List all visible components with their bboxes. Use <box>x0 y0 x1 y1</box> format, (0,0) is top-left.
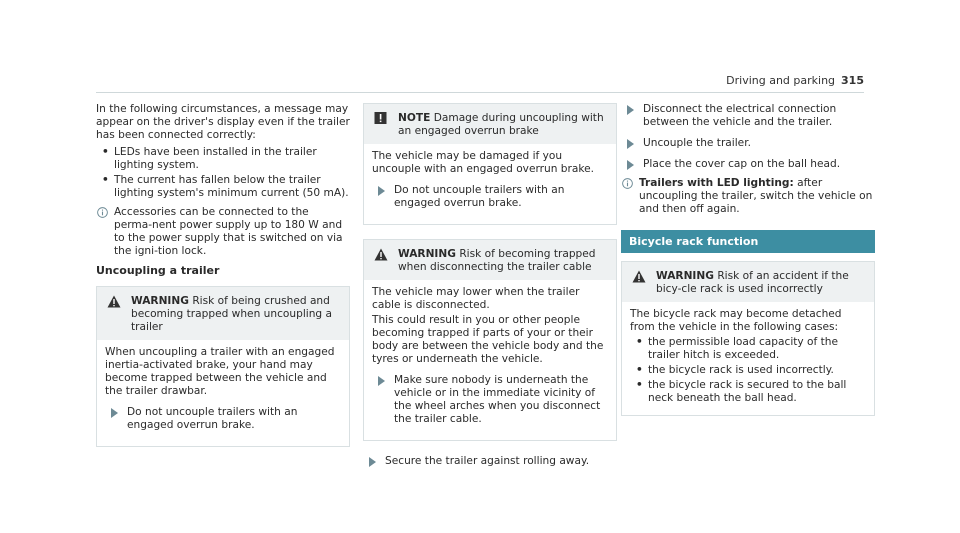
warning-body <box>364 280 616 440</box>
info-note <box>96 206 350 258</box>
warning-text: When uncoupling a trailer with an engaged inertia-activated brake, your hand may become trapped between the vehicle and the trailer drawbar. <box>105 346 335 397</box>
warning-title: Risk of being crushed and becoming trapped when uncoupling a trailer <box>131 295 333 333</box>
list-item: • The current has fallen below the trailer lighting system's minimum current (50 mA). <box>96 174 350 200</box>
warning-keyword: WARNING <box>656 270 714 282</box>
info-icon <box>97 207 108 218</box>
warning-box <box>621 261 875 416</box>
instruction-step <box>621 158 875 171</box>
list-item: • the permissible load capacity of the trailer hitch is exceeded. <box>630 336 866 362</box>
note-keyword: NOTE <box>398 112 431 124</box>
warning-body <box>97 340 349 446</box>
warning-text: The vehicle may lower when the trailer cable is disconnected. <box>372 286 580 311</box>
warning-title: Risk of an accident if the bicy-cle rack is used incorrectly <box>656 270 849 295</box>
info-text: Accessories can be connected to the perma-nent power supply up to 180 W and to the power supply that is switched on via the igni-tion lock. <box>114 206 343 257</box>
step-text: Uncouple the trailer. <box>643 137 751 149</box>
instruction-step <box>363 455 617 468</box>
warning-header <box>364 240 616 280</box>
step-arrow-icon <box>627 160 634 170</box>
note-exclamation-icon <box>374 112 388 125</box>
column-1 <box>96 103 350 461</box>
warning-header <box>97 287 349 340</box>
step-text: Make sure nobody is underneath the vehicle or in the immediate vicinity of the wheel arches when you disconnect the trailer cable. <box>394 374 601 425</box>
info-note <box>621 177 875 216</box>
section-title: Driving and parking <box>726 74 836 87</box>
warning-keyword: WARNING <box>131 295 189 307</box>
note-text: The vehicle may be damaged if you uncouple with an engaged overrun brake. <box>372 150 595 175</box>
warning-text: The bicycle rack may become detached from the vehicle in the following cases: <box>630 308 842 333</box>
step-text: Do not uncouple trailers with an engaged overrun brake. <box>127 406 298 431</box>
warning-box <box>96 286 350 447</box>
instruction-step <box>372 184 608 210</box>
section-bar: Bicycle rack function <box>621 230 875 253</box>
header-rule <box>96 92 864 93</box>
warning-title: Risk of becoming trapped when disconnecting the trailer cable <box>398 248 596 273</box>
warning-text: This could result in you or other people becoming trapped if parts of your or their body are between the vehicle body and the tyres or underneath the vehicle. <box>372 314 604 365</box>
bullet-list <box>630 336 866 405</box>
info-icon <box>622 178 633 189</box>
note-body <box>364 144 616 224</box>
list-item: • the bicycle rack is used incorrectly. <box>630 364 866 377</box>
warning-keyword: WARNING <box>398 248 456 260</box>
note-header <box>364 104 616 144</box>
instruction-step <box>105 406 341 432</box>
step-text: Place the cover cap on the ball head. <box>643 158 841 170</box>
note-box <box>363 103 617 225</box>
page-number: 315 <box>841 74 864 87</box>
step-text: Secure the trailer against rolling away. <box>385 455 590 467</box>
step-arrow-icon <box>627 105 634 115</box>
instruction-step <box>621 103 875 129</box>
step-arrow-icon <box>378 376 385 386</box>
running-header <box>726 74 864 87</box>
step-arrow-icon <box>627 139 634 149</box>
warning-header <box>622 262 874 302</box>
info-bold: Trailers with LED lighting: <box>639 177 794 189</box>
column-2 <box>363 103 617 474</box>
note-title: Damage during uncoupling with an engaged overrun brake <box>398 112 604 137</box>
step-arrow-icon <box>111 408 118 418</box>
warning-body <box>622 302 874 415</box>
warning-triangle-icon <box>632 270 646 283</box>
instruction-step <box>372 374 608 426</box>
instruction-step <box>621 137 875 150</box>
list-item: • the bicycle rack is secured to the ball neck beneath the ball head. <box>630 379 866 405</box>
step-text: Do not uncouple trailers with an engaged overrun brake. <box>394 184 565 209</box>
warning-triangle-icon <box>374 248 388 261</box>
step-text: Disconnect the electrical connection between the vehicle and the trailer. <box>643 103 837 128</box>
step-arrow-icon <box>369 457 376 467</box>
intro-paragraph: In the following circumstances, a message may appear on the driver's display even if the trailer has been connected correctly: <box>96 103 350 141</box>
step-arrow-icon <box>378 186 385 196</box>
subheading: Uncoupling a trailer <box>96 264 220 277</box>
warning-box <box>363 239 617 441</box>
column-3 <box>621 103 875 430</box>
info-text: after uncoupling the trailer, switch the vehicle on and then off again. <box>639 177 873 215</box>
warning-triangle-icon <box>107 295 121 308</box>
bullet-list <box>96 146 350 200</box>
list-item: • LEDs have been installed in the trailer lighting system. <box>96 146 350 172</box>
